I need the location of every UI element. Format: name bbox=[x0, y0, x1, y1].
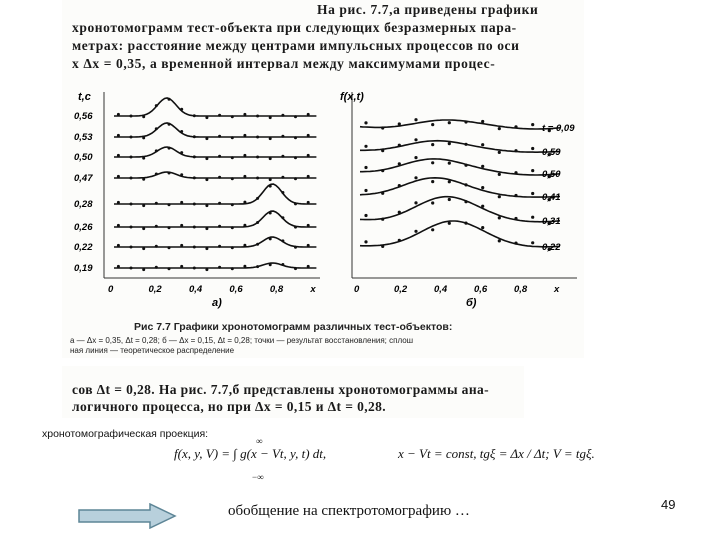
right-point bbox=[414, 138, 417, 141]
left-point bbox=[168, 172, 171, 175]
left-point bbox=[281, 114, 284, 117]
right-point bbox=[448, 198, 451, 201]
left-point bbox=[307, 265, 310, 268]
left-point bbox=[168, 98, 171, 101]
left-point bbox=[180, 130, 183, 133]
right-trace bbox=[360, 221, 560, 247]
left-point bbox=[142, 268, 145, 271]
left-point bbox=[231, 177, 234, 180]
left-point bbox=[142, 227, 145, 230]
left-point bbox=[281, 263, 284, 266]
left-point bbox=[243, 154, 246, 157]
left-point bbox=[168, 246, 171, 249]
left-point bbox=[130, 267, 133, 270]
right-point bbox=[481, 186, 484, 189]
left-point bbox=[307, 224, 310, 227]
left-point bbox=[307, 244, 310, 247]
right-row-label: 0,22 bbox=[542, 242, 561, 253]
left-x-tick-label: 0 bbox=[108, 284, 114, 295]
left-x-tick-label: 0,8 bbox=[269, 284, 284, 295]
right-point bbox=[431, 161, 434, 164]
left-point bbox=[218, 245, 221, 248]
left-point bbox=[193, 135, 196, 138]
left-point bbox=[307, 154, 310, 157]
left-point bbox=[193, 226, 196, 229]
left-point bbox=[294, 202, 297, 205]
right-point bbox=[364, 240, 367, 243]
left-trace bbox=[114, 123, 316, 137]
right-point bbox=[464, 120, 467, 123]
left-trace bbox=[114, 172, 316, 178]
left-point bbox=[218, 135, 221, 138]
right-point bbox=[481, 120, 484, 123]
hronotomogram-figure bbox=[62, 0, 584, 358]
left-point bbox=[243, 265, 246, 268]
left-point bbox=[281, 135, 284, 138]
right-point bbox=[448, 222, 451, 225]
left-point bbox=[180, 224, 183, 227]
left-point bbox=[155, 245, 158, 248]
right-x-tick-label: 0,2 bbox=[394, 284, 408, 295]
footer-text: обобщение на спектротомографию … bbox=[228, 503, 470, 519]
left-row-label: 0,56 bbox=[74, 111, 93, 122]
right-trace bbox=[360, 197, 560, 222]
right-point bbox=[498, 173, 501, 176]
right-point bbox=[398, 211, 401, 214]
paragraph-line: сов Δt = 0,28. На рис. 7.7,б представлены хронотомограммы ана- bbox=[72, 382, 490, 397]
integral-lower-limit: −∞ bbox=[252, 472, 264, 482]
right-point bbox=[381, 245, 384, 248]
left-point bbox=[243, 113, 246, 116]
left-point bbox=[256, 115, 259, 118]
right-point bbox=[364, 166, 367, 169]
paragraph-line: На рис. 7.7,а приведены графики bbox=[317, 2, 539, 17]
left-point bbox=[256, 221, 259, 224]
left-point bbox=[130, 156, 133, 159]
right-x-tick-label: 0,6 bbox=[474, 284, 488, 295]
right-point bbox=[364, 189, 367, 192]
projection-label: хронотомографическая проекция: bbox=[42, 428, 209, 440]
right-point bbox=[364, 214, 367, 217]
right-trace bbox=[360, 178, 560, 197]
right-point bbox=[514, 149, 517, 152]
left-point bbox=[155, 225, 158, 228]
left-point bbox=[117, 244, 120, 247]
right-point bbox=[531, 147, 534, 150]
left-trace bbox=[114, 211, 316, 227]
left-trace bbox=[114, 263, 316, 268]
left-point bbox=[205, 137, 208, 140]
left-point bbox=[269, 263, 272, 266]
left-point bbox=[130, 203, 133, 206]
left-point bbox=[193, 155, 196, 158]
right-point bbox=[398, 122, 401, 125]
right-point bbox=[431, 228, 434, 231]
paragraph-line: логичного процесса, но при Δx = 0,15 и Δt = 0,28. bbox=[72, 399, 387, 414]
right-point bbox=[431, 180, 434, 183]
right-x-tick-label: x bbox=[554, 284, 560, 295]
right-row-label: 0,59 bbox=[542, 147, 561, 158]
left-point bbox=[231, 115, 234, 118]
right-point bbox=[364, 121, 367, 124]
left-point bbox=[231, 203, 234, 206]
left-point bbox=[231, 246, 234, 249]
left-point bbox=[243, 175, 246, 178]
formula-right: x − Vt = const, tgξ = Δx / Δt; V = tgξ. bbox=[398, 446, 595, 461]
figure-caption-line: а — Δx = 0,35, Δt = 0,28; б — Δx = 0,15, Δt = 0,28; точки — результат восстановления; сплош bbox=[70, 336, 414, 345]
page-number: 49 bbox=[661, 497, 676, 512]
left-point bbox=[193, 114, 196, 117]
left-point bbox=[205, 178, 208, 181]
right-point bbox=[398, 144, 401, 147]
paragraph-line: метрах: расстояние между центрами импульсных процессов по оси bbox=[72, 38, 520, 53]
left-point bbox=[281, 191, 284, 194]
right-point bbox=[481, 143, 484, 146]
right-point bbox=[431, 123, 434, 126]
paragraph-line: x Δx = 0,35, а временной интервал между максимумами процес- bbox=[72, 56, 496, 71]
left-point bbox=[117, 154, 120, 157]
right-point bbox=[531, 241, 534, 244]
right-x-tick-label: 0 bbox=[354, 284, 360, 295]
left-point bbox=[294, 267, 297, 270]
left-trace bbox=[114, 237, 316, 247]
right-point bbox=[464, 183, 467, 186]
left-point bbox=[256, 177, 259, 180]
right-point bbox=[448, 142, 451, 145]
left-x-tick-label: x bbox=[310, 284, 316, 295]
left-point bbox=[180, 244, 183, 247]
right-panel bbox=[352, 92, 577, 295]
left-point bbox=[307, 175, 310, 178]
right-panel-label: б) bbox=[466, 297, 477, 309]
left-point bbox=[294, 115, 297, 118]
left-point bbox=[130, 226, 133, 229]
left-point bbox=[218, 155, 221, 158]
left-point bbox=[180, 173, 183, 176]
right-point bbox=[514, 125, 517, 128]
left-point bbox=[269, 116, 272, 119]
right-point bbox=[398, 162, 401, 165]
left-point bbox=[256, 136, 259, 139]
right-point bbox=[381, 169, 384, 172]
right-row-label: 0,41 bbox=[542, 192, 561, 203]
right-point bbox=[381, 126, 384, 129]
left-point bbox=[243, 134, 246, 137]
left-point bbox=[155, 202, 158, 205]
left-point bbox=[307, 113, 310, 116]
left-point bbox=[205, 268, 208, 271]
left-point bbox=[130, 177, 133, 180]
left-row-label: 0,50 bbox=[74, 152, 93, 163]
left-point bbox=[294, 156, 297, 159]
left-point bbox=[142, 115, 145, 118]
formula-projection bbox=[174, 446, 326, 462]
left-x-tick-label: 0,6 bbox=[229, 284, 243, 295]
left-point bbox=[155, 173, 158, 176]
left-trace bbox=[114, 147, 316, 157]
left-point bbox=[294, 226, 297, 229]
left-row-label: 0,26 bbox=[74, 222, 93, 233]
right-point bbox=[531, 169, 534, 172]
left-point bbox=[218, 114, 221, 117]
left-point bbox=[168, 203, 171, 206]
left-point bbox=[256, 156, 259, 159]
right-point bbox=[398, 239, 401, 242]
right-trace bbox=[360, 120, 560, 129]
left-point bbox=[130, 136, 133, 139]
right-point bbox=[448, 162, 451, 165]
right-point bbox=[381, 218, 384, 221]
left-point bbox=[307, 201, 310, 204]
right-point bbox=[448, 180, 451, 183]
right-point bbox=[464, 143, 467, 146]
left-point bbox=[193, 203, 196, 206]
left-point bbox=[243, 224, 246, 227]
right-point bbox=[414, 118, 417, 121]
right-point bbox=[431, 143, 434, 146]
left-y-axis-label: t,c bbox=[78, 91, 91, 103]
left-point bbox=[231, 226, 234, 229]
right-point bbox=[498, 127, 501, 130]
left-point bbox=[218, 202, 221, 205]
left-point bbox=[155, 149, 158, 152]
left-point bbox=[218, 176, 221, 179]
right-point bbox=[498, 216, 501, 219]
right-point bbox=[498, 239, 501, 242]
left-point bbox=[130, 246, 133, 249]
left-point bbox=[294, 246, 297, 249]
left-point bbox=[231, 156, 234, 159]
left-point bbox=[243, 244, 246, 247]
left-point bbox=[117, 265, 120, 268]
left-point bbox=[281, 216, 284, 219]
left-point bbox=[155, 127, 158, 130]
scanned-page-bottom bbox=[62, 366, 524, 418]
right-point bbox=[414, 230, 417, 233]
right-point bbox=[481, 205, 484, 208]
left-trace bbox=[114, 98, 316, 116]
left-point bbox=[155, 266, 158, 269]
right-point bbox=[398, 184, 401, 187]
left-point bbox=[130, 115, 133, 118]
right-point bbox=[514, 217, 517, 220]
left-point bbox=[205, 116, 208, 119]
left-point bbox=[117, 113, 120, 116]
left-point bbox=[142, 247, 145, 250]
right-point bbox=[464, 200, 467, 203]
left-point bbox=[142, 178, 145, 181]
figure-caption-line: ная линия — теоретическое распределение bbox=[70, 346, 235, 355]
left-point bbox=[193, 267, 196, 270]
left-row-label: 0,28 bbox=[74, 199, 93, 210]
right-trace bbox=[360, 159, 560, 175]
left-point bbox=[117, 134, 120, 137]
left-point bbox=[168, 147, 171, 150]
left-panel-label: а) bbox=[212, 297, 222, 309]
left-point bbox=[205, 157, 208, 160]
left-point bbox=[117, 224, 120, 227]
left-row-label: 0,19 bbox=[74, 263, 93, 274]
right-row-label: 0,31 bbox=[542, 216, 561, 227]
right-point bbox=[414, 156, 417, 159]
left-point bbox=[294, 136, 297, 139]
left-row-label: 0,22 bbox=[74, 242, 93, 253]
left-point bbox=[142, 157, 145, 160]
right-point bbox=[464, 164, 467, 167]
left-point bbox=[168, 123, 171, 126]
left-point bbox=[294, 177, 297, 180]
left-panel bbox=[74, 92, 320, 295]
left-point bbox=[180, 108, 183, 111]
left-point bbox=[231, 136, 234, 139]
left-trace bbox=[114, 184, 316, 204]
integral-upper-limit: ∞ bbox=[256, 436, 263, 446]
left-x-tick-label: 0,2 bbox=[148, 284, 162, 295]
left-point bbox=[155, 104, 158, 107]
left-point bbox=[269, 212, 272, 215]
left-point bbox=[218, 225, 221, 228]
left-point bbox=[168, 267, 171, 270]
left-point bbox=[256, 265, 259, 268]
right-point bbox=[481, 226, 484, 229]
scanned-page-top bbox=[62, 0, 584, 358]
left-point bbox=[218, 266, 221, 269]
formula-left: f(x, y, V) = ∫ g(x − Vt, y, t) dt, bbox=[174, 446, 327, 461]
left-point bbox=[281, 176, 284, 179]
left-point bbox=[231, 267, 234, 270]
right-row-label: t = 0,09 bbox=[542, 123, 575, 134]
right-point bbox=[431, 201, 434, 204]
left-point bbox=[180, 151, 183, 154]
left-point bbox=[256, 197, 259, 200]
left-point bbox=[281, 155, 284, 158]
right-row-label: 0,50 bbox=[542, 169, 561, 180]
left-point bbox=[243, 201, 246, 204]
right-point bbox=[531, 123, 534, 126]
left-point bbox=[117, 201, 120, 204]
right-point bbox=[448, 121, 451, 124]
right-point bbox=[531, 216, 534, 219]
left-point bbox=[180, 265, 183, 268]
left-x-tick-label: 0,4 bbox=[189, 284, 203, 295]
left-point bbox=[205, 204, 208, 207]
right-point bbox=[514, 242, 517, 245]
right-point bbox=[514, 194, 517, 197]
right-point bbox=[381, 192, 384, 195]
left-point bbox=[269, 178, 272, 181]
left-point bbox=[193, 246, 196, 249]
left-point bbox=[256, 243, 259, 246]
right-point bbox=[498, 151, 501, 154]
right-point bbox=[481, 165, 484, 168]
left-point bbox=[117, 175, 120, 178]
left-point bbox=[142, 136, 145, 139]
left-point bbox=[281, 239, 284, 242]
paragraph-line: хронотомограмм тест-объекта при следующих безразмерных пара- bbox=[72, 20, 517, 35]
right-arrow-icon bbox=[78, 503, 178, 529]
left-point bbox=[193, 176, 196, 179]
left-point bbox=[142, 204, 145, 207]
right-point bbox=[381, 149, 384, 152]
right-y-axis-label: f(x,t) bbox=[340, 91, 364, 103]
figure-caption-title: Рис 7.7 Графики хронотомограмм различных тест-объектов: bbox=[134, 321, 453, 333]
left-row-label: 0,47 bbox=[74, 173, 93, 184]
left-row-label: 0,53 bbox=[74, 132, 93, 143]
left-point bbox=[269, 137, 272, 140]
right-x-tick-label: 0,8 bbox=[514, 284, 528, 295]
left-point bbox=[205, 247, 208, 250]
right-trace bbox=[360, 141, 560, 153]
left-point bbox=[307, 134, 310, 137]
left-point bbox=[205, 227, 208, 230]
right-point bbox=[364, 145, 367, 148]
left-point bbox=[180, 201, 183, 204]
right-point bbox=[464, 222, 467, 225]
right-point bbox=[531, 192, 534, 195]
left-point bbox=[269, 157, 272, 160]
right-point bbox=[514, 171, 517, 174]
right-point bbox=[498, 195, 501, 198]
right-point bbox=[414, 176, 417, 179]
left-point bbox=[269, 185, 272, 188]
right-x-tick-label: 0,4 bbox=[434, 284, 448, 295]
right-point bbox=[414, 201, 417, 204]
left-point bbox=[168, 226, 171, 229]
left-point bbox=[269, 237, 272, 240]
